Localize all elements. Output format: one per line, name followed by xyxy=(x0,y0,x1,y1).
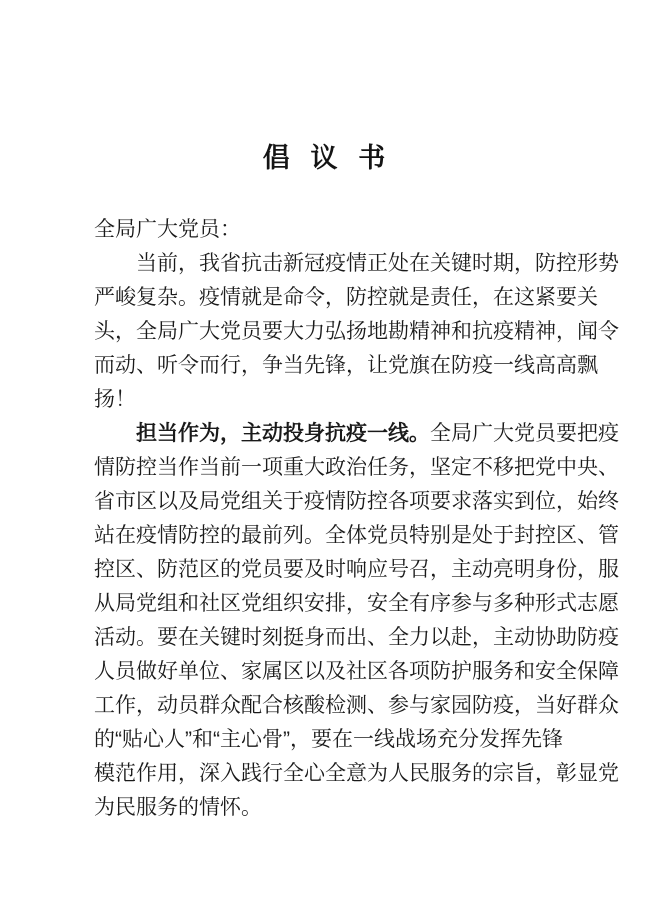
body-line-bold-lead: 担当作为，主动投身抗疫一线。 xyxy=(136,422,430,445)
body-line: 站在疫情防控的最前列。全体党员特别是处于封控区、管 xyxy=(94,524,619,547)
body-line: 为民服务的情怀。 xyxy=(94,796,262,819)
salutation-line: 全局广大党员： xyxy=(94,218,241,241)
body-line-regular-tail: 全局广大党员要把疫 xyxy=(430,422,619,445)
body-line: 从局党组和社区党组织安排，安全有序参与多种形式志愿 xyxy=(94,592,619,615)
document-title: 倡 议 书 xyxy=(262,143,388,173)
body-line: 扬！ xyxy=(94,388,136,411)
body-line: 活动。要在关键时刻挺身而出、全力以赴，主动协助防疫 xyxy=(94,626,619,649)
body-line: 当前，我省抗击新冠疫情正处在关键时期，防控形势 xyxy=(136,252,619,275)
body-line: 人员做好单位、家属区以及社区各项防护服务和安全保障 xyxy=(94,660,619,683)
document-body xyxy=(94,213,619,825)
body-line: 省市区以及局党组关于疫情防控各项要求落实到位，始终 xyxy=(94,490,619,513)
body-line: 头，全局广大党员要大力弘扬地勘精神和抗疫精神，闻令 xyxy=(94,320,619,343)
body-line: 情防控当作当前一项重大政治任务，坚定不移把党中央、 xyxy=(94,456,619,479)
body-line: 而动、听令而行，争当先锋，让党旗在防疫一线高高飘 xyxy=(94,354,598,377)
body-line: 模范作用，深入践行全心全意为人民服务的宗旨，彰显党 xyxy=(94,762,619,785)
body-line: 严峻复杂。疫情就是命令，防控就是责任，在这紧要关 xyxy=(94,286,598,309)
body-line: 工作，动员群众配合核酸检测、参与家园防疫，当好群众 xyxy=(94,694,619,717)
body-line: 控区、防范区的党员要及时响应号召，主动亮明身份，服 xyxy=(94,558,619,581)
body-line xyxy=(94,417,619,451)
body-line: 的“贴心人”和“主心骨”，要在一线战场充分发挥先锋 xyxy=(94,728,563,751)
